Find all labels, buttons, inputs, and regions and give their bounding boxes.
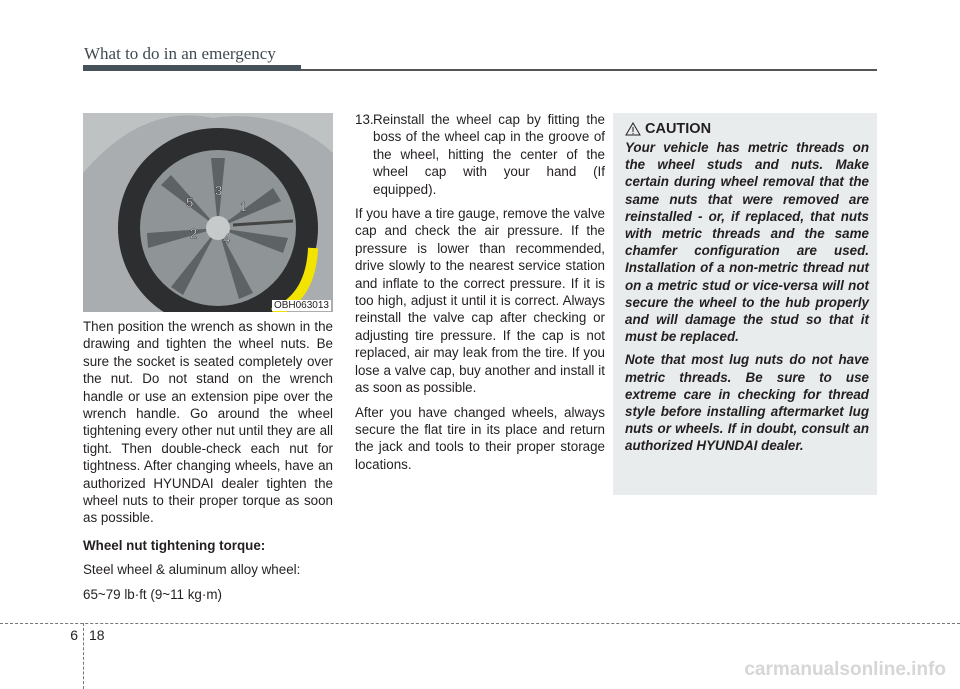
step-number: 13.: [355, 112, 374, 127]
caution-metric-threads: Your vehicle has metric threads on the wheel studs and nuts. Make certain during wheel removal that the same nuts that were removed are reinstalled - or, if replaced, that nuts with metric threads and the same chamfer configuration are used. Installation of a non-metric thread nut on a metric stud or vice-versa will not secure the wheel to the hub properly and will damage the stud so that it must be replaced.: [625, 140, 869, 345]
warning-triangle-icon: [625, 122, 641, 136]
footer-divider: [83, 623, 84, 689]
header-rule: [301, 69, 877, 71]
watermark: carmanualsonline.info: [744, 659, 946, 680]
wheel-illustration: [83, 113, 333, 312]
column-middle: [355, 111, 605, 480]
chapter-number: 6: [70, 627, 78, 643]
caution-lug-nuts: Note that most lug nuts do not have metric threads. Be sure to use extreme care in checking for thread style before installing aftermarket lug nuts or wheels. If in doubt, consult an authorized HYUNDAI dealer.: [625, 352, 869, 454]
figure-code: OBH063013: [273, 300, 329, 311]
page-number: 18: [89, 627, 105, 643]
wrench-instructions: Then position the wrench as shown in the drawing and tighten the wheel nuts. Be sure the socket is seated completely over the nut. Do not stand on the wrench handle or use an extension pipe over the wrench handle. Go around the wheel tightening every other nut until they are all tight. Then double-check each nut for tightness. After changing wheels, have an authorized HYUNDAI dealer tighten the wheel nuts to their proper torque as soon as possible.: [83, 319, 333, 526]
nut-label-1: 1: [240, 199, 248, 214]
step-text: Reinstall the wheel cap by fitting the boss of the wheel cap in the groove of the wheel, hitting the center of the wheel cap with your hand (If equipped).: [373, 112, 605, 197]
svg-text:5: 5: [186, 195, 194, 210]
tire-pressure-paragraph: If you have a tire gauge, remove the valve cap and check the air pressure. If the pressure is lower than recommended, drive slowly to the nearest service station and inflate to the correct pressure. If it is too high, adjust it until it is correct. Always reinstall the valve cap after checking or adjusting tire pressure. If the cap is not replaced, air may leak from the tire. If you lose a valve cap, buy another and install it as soon as possible.: [355, 206, 605, 396]
footer-rule: [0, 623, 960, 624]
step-13: [355, 111, 605, 198]
header-bar: [83, 65, 301, 71]
caution-box: [613, 113, 877, 495]
torque-heading: Wheel nut tightening torque:: [83, 537, 266, 553]
svg-text:3: 3: [215, 183, 223, 198]
svg-text:4: 4: [223, 231, 231, 246]
svg-text:2: 2: [190, 226, 198, 241]
column-left: [83, 318, 333, 610]
torque-value: 65~79 lb·ft (9~11 kg·m): [83, 586, 222, 602]
section-title: What to do in an emergency: [84, 44, 276, 63]
wheel-figure: [83, 113, 333, 312]
caution-title: CAUTION: [645, 121, 712, 137]
torque-wheel-type: Steel wheel & aluminum alloy wheel:: [83, 562, 301, 578]
storage-paragraph: After you have changed wheels, always secure the flat tire in its place and return the jack and tools to their proper storage locations.: [355, 404, 605, 472]
